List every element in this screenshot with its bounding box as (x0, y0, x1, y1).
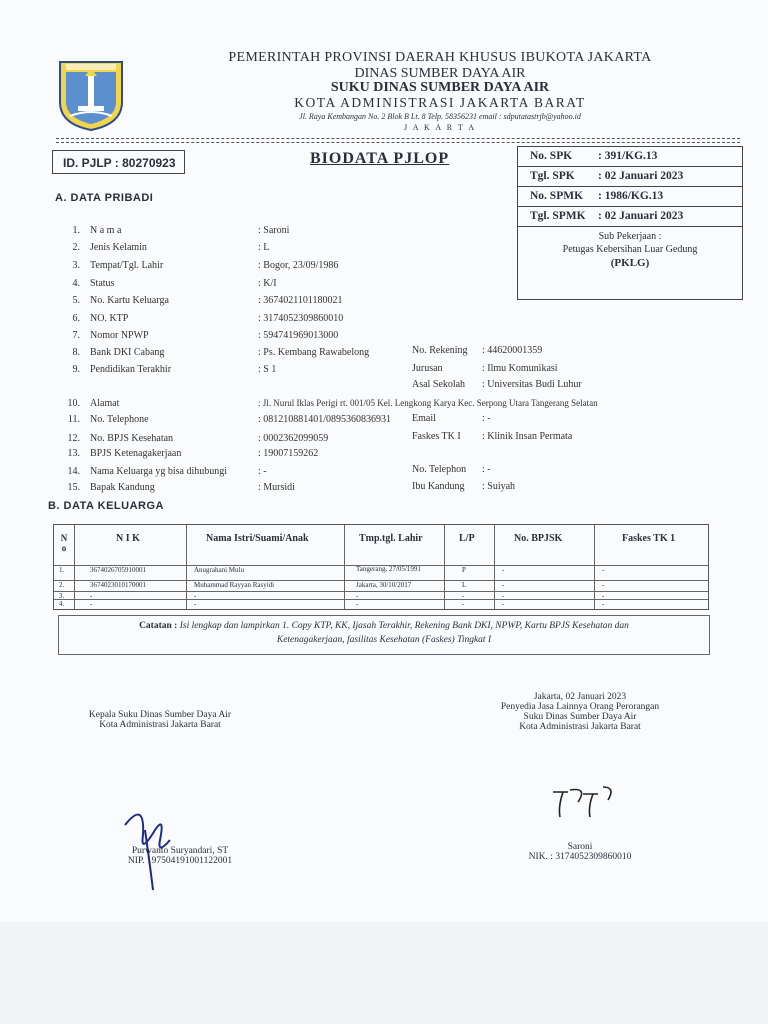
field-label: NO. KTP (90, 313, 129, 324)
family-cell-lp: - (462, 600, 465, 608)
field-label: No. Kartu Keluarga (90, 295, 169, 306)
family-cell-nama: - (194, 600, 197, 608)
family-cell-no: 1. (59, 566, 65, 574)
family-cell-bpjs: - (502, 581, 505, 589)
family-cell-faskes: - (602, 600, 605, 608)
right-signatory-block (470, 692, 690, 732)
table-header: Tmp.tgl. Lahir (359, 533, 423, 544)
note-line1: Isi lengkap dan lampirkan 1. Copy KTP, KK, Ijasah Terakhir, Rekening Bank DKI, NPWP, Kartu BPJS Kesehatan dan (179, 621, 629, 631)
faskes-label: Faskes TK I (412, 431, 461, 442)
family-cell-ttl: - (356, 600, 359, 608)
family-cell-faskes: - (602, 592, 605, 600)
family-cell-bpjs: - (502, 592, 505, 600)
row-number: 4. (72, 278, 80, 289)
note-box (58, 615, 710, 655)
family-cell-ttl: Jakarta, 30/10/2017 (356, 581, 412, 589)
left-signatory-name: Purwanto Suryandari, ST (131, 846, 229, 856)
right-signatory-name: Saroni (567, 842, 593, 852)
right-signatory-office: Suku Dinas Sumber Daya Air (523, 712, 637, 722)
signing-date: Jakarta, 02 Januari 2023 (533, 692, 627, 702)
table-header: Faskes TK 1 (622, 533, 676, 544)
left-signatory-office: Kota Administrasi Jakarta Barat (99, 720, 221, 730)
email-label: Email (412, 413, 436, 424)
dki-jakarta-emblem (56, 58, 126, 132)
field-value: : 19007159262 (258, 448, 319, 459)
family-cell-nik: 3674026705910001 (90, 566, 146, 574)
field-label: Jenis Kelamin (90, 242, 147, 253)
rekening-label: No. Rekening (412, 345, 468, 356)
rekening-value: : 44620001359 (482, 345, 543, 356)
left-handwritten-signature (115, 795, 185, 895)
field-label: Nama Keluarga yg bisa dihubungi (90, 466, 228, 477)
table-header: Nama Istri/Suami/Anak (206, 533, 309, 544)
field-value: : K/I (258, 278, 277, 289)
field-label: N a m a (90, 225, 122, 236)
family-cell-lp: L (462, 581, 467, 589)
left-signatory-block (60, 710, 260, 730)
left-signatory-nip: NIP. 197504191001122001 (127, 856, 233, 866)
family-cell-nama: Muhammad Rayyan Rasyidi (194, 581, 275, 589)
family-cell-nik: - (90, 600, 93, 608)
row-number: 5. (72, 295, 80, 306)
row-number: 7. (72, 330, 80, 341)
spk-row (518, 187, 742, 207)
section-b-title: B. DATA KELUARGA (48, 500, 164, 512)
family-cell-bpjs: - (502, 600, 505, 608)
field-label: Pendidikan Terakhir (90, 364, 172, 375)
spk-value: : 1986/KG.13 (598, 190, 664, 202)
field-value: : 0002362099059 (258, 433, 329, 444)
field-value: : Mursidi (258, 482, 295, 493)
section-a-title: A. DATA PRIBADI (55, 192, 154, 204)
spk-row (518, 167, 742, 187)
spk-value: : 02 Januari 2023 (598, 170, 684, 182)
field-label: Nomor NPWP (90, 330, 149, 341)
row-number: 1. (72, 225, 80, 236)
field-label: Tempat/Tgl. Lahir (90, 260, 164, 271)
family-table (53, 524, 709, 610)
row-number: 11. (67, 414, 80, 425)
family-cell-ttl: - (356, 592, 359, 600)
note-line2: Ketenagakerjaan, fasilitas Kesehatan (Faskes) Tingkat I (276, 635, 492, 645)
family-cell-no: 3. (59, 592, 65, 600)
sub-pekerjaan-label: Sub Pekerjaan : (598, 231, 662, 242)
header-line-dinas: DINAS SUMBER DAYA AIR (354, 66, 526, 81)
family-cell-no: 2. (59, 581, 65, 589)
table-header: L/P (459, 533, 475, 544)
field-label: Status (90, 278, 115, 289)
form-title: BIODATA PJLOP (310, 150, 450, 167)
field-value: : 3674021101180021 (258, 295, 343, 306)
left-signatory-name-block (90, 846, 270, 866)
right-signatory-city: Kota Administrasi Jakarta Barat (519, 722, 641, 732)
family-cell-lp: P (462, 566, 466, 574)
spk-value: : 391/KG.13 (598, 150, 658, 162)
pjlp-id-box: ID. PJLP : 80270923 (52, 150, 185, 174)
family-cell-ttl: Tangerang, 27/05/1991 (356, 565, 421, 573)
table-header: No. BPJSK (514, 533, 563, 544)
spk-label: Tgl. SPMK (530, 210, 586, 222)
family-cell-nik: 3674023010170001 (90, 581, 146, 589)
sub-pekerjaan-line1: Petugas Kebersihan Luar Gedung (562, 244, 698, 255)
field-value: : Saroni (258, 225, 290, 236)
family-cell-nik: - (90, 592, 93, 600)
spk-label: Tgl. SPK (530, 170, 575, 182)
faskes-value: : Klinik Insan Permata (482, 431, 573, 442)
family-cell-lp: - (462, 592, 465, 600)
email-value: : - (482, 413, 491, 424)
spk-value: : 02 Januari 2023 (598, 210, 684, 222)
row-number: 9. (72, 364, 80, 375)
header-line-kota: KOTA ADMINISTRASI JAKARTA BARAT (294, 95, 586, 110)
field-value: : L (258, 242, 270, 253)
right-signatory-name-block (490, 842, 670, 862)
left-signatory-title: Kepala Suku Dinas Sumber Daya Air (88, 710, 232, 720)
table-header: N o (60, 533, 68, 553)
row-number: 8. (72, 347, 80, 358)
family-cell-no: 4. (59, 600, 65, 608)
row-number: 12. (67, 433, 80, 444)
header-city: J A K A R T A (404, 123, 476, 132)
field-value: : - (258, 466, 267, 477)
spk-label: No. SPK (530, 150, 573, 162)
row-number: 3. (72, 260, 80, 271)
field-value: : Ps. Kembang Rawabelong (258, 347, 370, 358)
field-value: : Jl. Nurul Iklas Perigi rt. 001/05 Kel. Lengkong Karya Kec. Serpong Utara Tangerang Selatan (258, 398, 598, 408)
family-cell-faskes: - (602, 581, 605, 589)
table-header: N I K (116, 533, 140, 544)
field-label: Bank DKI Cabang (90, 347, 165, 358)
header-divider-second (56, 142, 740, 143)
spk-row (518, 207, 742, 226)
row-number: 6. (72, 313, 80, 324)
row-number: 15. (67, 482, 80, 493)
field-label: Alamat (90, 398, 120, 409)
sub-pekerjaan-box (517, 226, 743, 300)
spk-info-box (517, 146, 743, 227)
right-signatory-title: Penyedia Jasa Lainnya Orang Perorangan (500, 702, 660, 712)
field-value: : 594741969013000 (258, 330, 339, 341)
family-cell-faskes: - (602, 566, 605, 574)
sub-pekerjaan-line2: (PKLG) (610, 257, 650, 269)
jurusan-value: : Ilmu Komunikasi (482, 363, 558, 374)
ibu-kandung-label: Ibu Kandung (412, 481, 465, 492)
field-value: : S 1 (258, 364, 277, 375)
header-line-suku-dinas: SUKU DINAS SUMBER DAYA AIR (330, 80, 550, 95)
right-handwritten-signature (548, 782, 618, 822)
field-value: : 081210881401/0895360836931 (258, 414, 392, 425)
ibu-kandung-value: : Suiyah (482, 481, 516, 492)
spk-row (518, 147, 742, 167)
family-cell-bpjs: - (502, 566, 505, 574)
spk-label: No. SPMK (530, 190, 584, 202)
row-number: 2. (72, 242, 80, 253)
field-label: No. Telephone (90, 414, 149, 425)
sekolah-value: : Universitas Budi Luhur (482, 379, 582, 390)
telephon-label: No. Telephon (412, 464, 467, 475)
jurusan-label: Jurusan (412, 363, 443, 374)
family-cell-nama: Anugrahani Mulu (194, 566, 244, 574)
field-label: BPJS Ketenagakerjaan (90, 448, 182, 459)
family-cell-nama: - (194, 592, 197, 600)
row-number: 10. (67, 398, 80, 409)
telephon-value: : - (482, 464, 491, 475)
row-number: 13. (67, 448, 80, 459)
field-label: Bapak Kandung (90, 482, 155, 493)
header-divider (56, 138, 740, 139)
field-value: : 3174052309860010 (258, 313, 344, 324)
right-signatory-nik: NIK. : 3174052309860010 (528, 852, 632, 862)
header-address: Jl. Raya Kembangan No. 2 Blok B Lt. 8 Telp. 58356231 email : sdputatastrjb@yahoo.id (299, 112, 581, 121)
field-label: No. BPJS Kesehatan (90, 433, 174, 444)
note-label: Catatan : (139, 621, 178, 631)
header-line-government: PEMERINTAH PROVINSI DAERAH KHUSUS IBUKOTA JAKARTA (228, 50, 652, 65)
sekolah-label: Asal Sekolah (412, 379, 466, 390)
field-value: : Bogor, 23/09/1986 (258, 260, 339, 271)
row-number: 14. (67, 466, 80, 477)
